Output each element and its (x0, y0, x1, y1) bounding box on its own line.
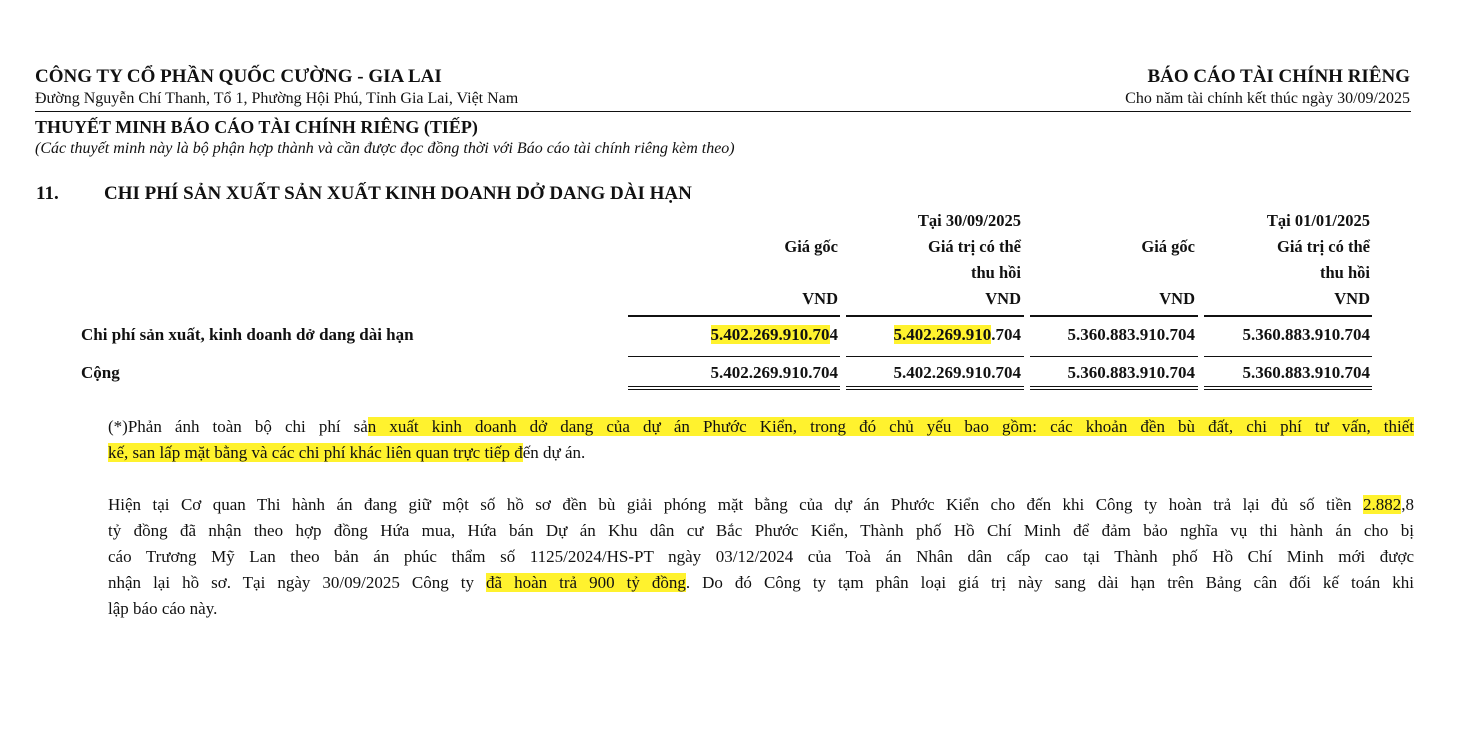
note2-line3: cáo Trương Mỹ Lan theo bản án phúc thẩm số 1125/2024/HS-PT ngày 03/12/2024 của Toà án Nhân dân cấp cao tại Thành phố Hồ Chí Minh mới được (108, 547, 1414, 566)
total-rule-a-col1 (628, 386, 840, 387)
unit-col4: VND (1334, 289, 1370, 308)
highlighted-amount: 5.402.269.910 (893, 325, 992, 344)
row-total-cost-2024: 5.360.883.910.704 (1067, 363, 1195, 382)
highlighted-text: đã hoàn trả 900 tỷ đồng (486, 573, 686, 592)
note1-line2: kế, san lấp mặt bằng và các chi phí khác liên quan trực tiếp đến dự án. (108, 443, 586, 462)
header-divider (35, 111, 1411, 112)
header-rule-col4 (1204, 315, 1372, 317)
notes-title: THUYẾT MINH BÁO CÁO TÀI CHÍNH RIÊNG (TIẾP) (35, 117, 478, 137)
highlighted-amount: 5.402.269.910.70 (710, 325, 830, 344)
company-name: CÔNG TY CỔ PHẦN QUỐC CƯỜNG - GIA LAI (35, 66, 442, 87)
period2-header: Tại 01/01/2025 (1266, 211, 1370, 230)
row-total-cost-2025: 5.402.269.910.704 (710, 363, 838, 382)
note2-line1: Hiện tại Cơ quan Thi hành án đang giữ một số hồ sơ đền bù giải phóng mặt bằng của dự án Phước Kiển cho đến khi Công ty hoàn trả lại đủ số tiền 2.882,8 (108, 495, 1414, 514)
total-rule-b-col4 (1204, 389, 1372, 390)
row-wip-recoverable-2025: 5.402.269.910.704 (893, 325, 1021, 344)
row-rule-col4 (1204, 356, 1372, 357)
recoverable-header-1-line1: Giá trị có thể (927, 237, 1021, 256)
period1-header: Tại 30/09/2025 (917, 211, 1021, 230)
report-period: Cho năm tài chính kết thúc ngày 30/09/2025 (1125, 90, 1410, 107)
row-wip-cost-2025: 5.402.269.910.704 (710, 325, 838, 344)
highlighted-text: kế, san lấp mặt bằng và các chi phí khác liên quan trực tiếp đ (108, 443, 523, 462)
unit-col3: VND (1159, 289, 1195, 308)
note2-line4: nhận lại hồ sơ. Tại ngày 30/09/2025 Công ty đã hoàn trả 900 tỷ đồng. Do đó Công ty tạm phân loại giá trị này sang dài hạn trên Bảng cân đối kế toán khi (108, 573, 1414, 592)
note1-line1: (*)Phản ánh toàn bộ chi phí sản xuất kinh doanh dở dang của dự án Phước Kiển, trong đó chủ yếu bao gồm: các khoản đền bù đất, chi phí tư vấn, thiết (108, 417, 1414, 436)
row-label-total: Cộng (81, 363, 120, 382)
highlighted-amount: 2.882 (1363, 495, 1402, 514)
total-rule-b-col2 (846, 389, 1024, 390)
recoverable-header-1-line2: thu hồi (971, 263, 1021, 282)
note-paragraph-2 (108, 492, 1414, 622)
company-address: Đường Nguyễn Chí Thanh, Tổ 1, Phường Hội Phú, Tỉnh Gia Lai, Việt Nam (35, 90, 519, 107)
row-label-wip: Chi phí sản xuất, kinh doanh dở dang dài hạn (81, 325, 414, 344)
total-rule-b-col3 (1030, 389, 1198, 390)
note2-line2: tỷ đồng đã nhận theo hợp đồng Hứa mua, Hứa bán Dự án Khu dân cư Bắc Phước Kiển, Thành phố Hồ Chí Minh để đảm bảo nghĩa vụ thi hành án cho bị (108, 521, 1414, 540)
row-total-recoverable-2025: 5.402.269.910.704 (893, 363, 1021, 382)
total-rule-a-col2 (846, 386, 1024, 387)
header-rule-col1 (628, 315, 840, 317)
note2-line5: lập báo cáo này. (108, 599, 218, 618)
recoverable-header-2-line1: Giá trị có thể (1276, 237, 1370, 256)
notes-subtitle: (Các thuyết minh này là bộ phận hợp thành và cần được đọc đồng thời với Báo cáo tài chính riêng kèm theo) (35, 140, 735, 157)
row-total-recoverable-2024: 5.360.883.910.704 (1242, 363, 1370, 382)
total-rule-b-col1 (628, 389, 840, 390)
row-rule-col2 (846, 356, 1024, 357)
total-rule-a-col3 (1030, 386, 1198, 387)
report-title: BÁO CÁO TÀI CHÍNH RIÊNG (1147, 66, 1410, 87)
highlighted-text: n xuất kinh doanh dở dang của dự án Phước Kiển, trong đó chủ yếu bao gồm: các khoản đền bù đất, chi phí tư vấn, thiết (367, 417, 1414, 436)
cost-header-1: Giá gốc (784, 237, 838, 256)
total-rule-a-col4 (1204, 386, 1372, 387)
row-rule-col1 (628, 356, 840, 357)
section-number: 11. (36, 183, 59, 204)
unit-col1: VND (802, 289, 838, 308)
note-paragraph-1 (108, 414, 1414, 466)
header-rule-col3 (1030, 315, 1198, 317)
cost-header-2: Giá gốc (1141, 237, 1195, 256)
recoverable-header-2-line2: thu hồi (1320, 263, 1370, 282)
section-title: CHI PHÍ SẢN XUẤT SẢN XUẤT KINH DOANH DỞ DANG DÀI HẠN (104, 183, 692, 204)
unit-col2: VND (985, 289, 1021, 308)
row-wip-cost-2024: 5.360.883.910.704 (1067, 325, 1195, 344)
row-wip-recoverable-2024: 5.360.883.910.704 (1242, 325, 1370, 344)
row-rule-col3 (1030, 356, 1198, 357)
header-rule-col2 (846, 315, 1024, 317)
